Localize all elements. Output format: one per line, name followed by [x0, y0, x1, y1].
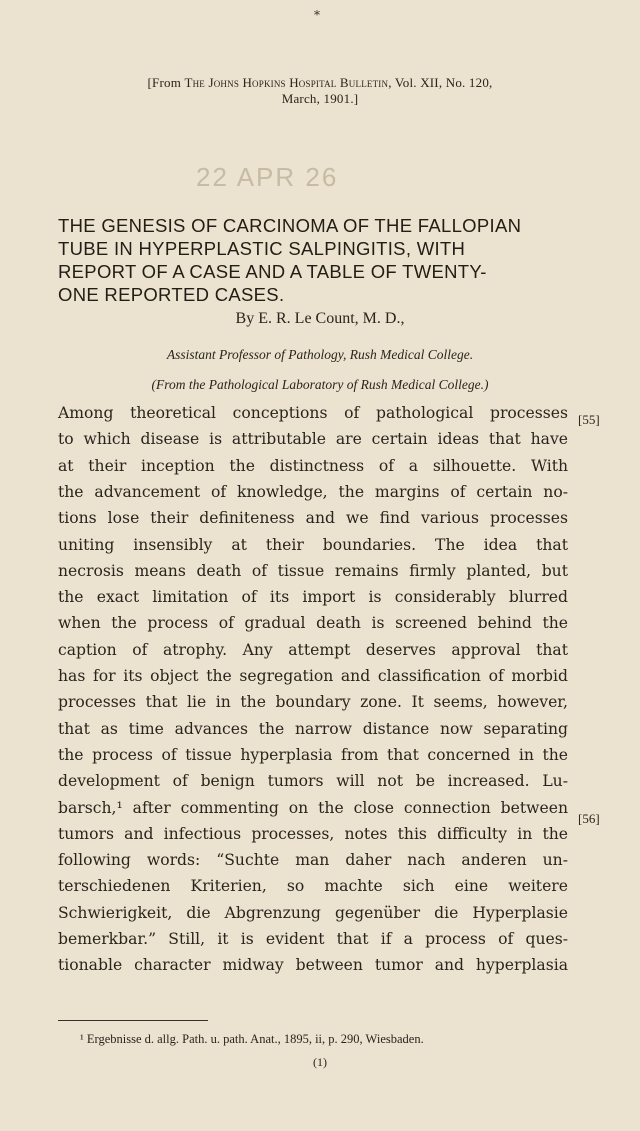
body-line: tumors and infectious processes, notes this difficulty in the: [58, 824, 568, 843]
title-line: TUBE IN HYPERPLASTIC SALPINGITIS, WITH: [58, 238, 466, 259]
body-line: the exact limitation of its import is considerably blurred: [58, 588, 568, 607]
body-line: tionable character midway between tumor and hyperplasia: [58, 956, 568, 975]
corner-mark: *: [314, 8, 320, 22]
body-line: the advancement of knowledge, the margins of certain no-: [58, 482, 568, 501]
body-line: Among theoretical conceptions of pathological processes: [58, 404, 568, 422]
page-number: (1): [313, 1055, 327, 1069]
laboratory-note: (From the Pathological Laboratory of Rush Medical College.): [151, 377, 489, 392]
source-citation: [60, 75, 580, 107]
title-line: THE GENESIS OF CARCINOMA OF THE FALLOPIAN: [58, 215, 522, 236]
body-line: Schwierigkeit, die Abgrenzung gegenüber die Hyperplasie: [58, 903, 568, 922]
body-line: barsch,¹ after commenting on the close connection between: [58, 798, 568, 817]
source-prefix: [From: [147, 75, 185, 90]
author-line: By E. R. Le Count, M. D.,: [235, 310, 405, 327]
body-line: caption of atrophy. Any attempt deserves approval that: [58, 640, 568, 659]
margin-page-note: [56]: [578, 811, 600, 826]
body-line: bemerkbar.” Still, it is evident that if a process of ques-: [58, 930, 568, 948]
body-line: that as time advances the narrow distance now separating: [58, 719, 568, 738]
library-stamp: 22 APR 26: [196, 162, 339, 192]
body-line: following words: “Suchte man daher nach anderen un-: [58, 851, 568, 870]
footnote-rule: [58, 1020, 208, 1021]
body-line: necrosis means death of tissue remains firmly planted, but: [58, 561, 568, 580]
author-affiliation: Assistant Professor of Pathology, Rush Medical College.: [166, 347, 474, 362]
body-line: development of benign tumors will not be increased. Lu-: [58, 772, 568, 791]
source-date: March, 1901.]: [281, 91, 359, 106]
body-line: has for its object the segregation and classification of morbid: [58, 667, 568, 685]
body-line: tions lose their definiteness and we find various processes: [58, 509, 568, 528]
margin-page-note: [55]: [578, 412, 600, 427]
body-line: when the process of gradual death is screened behind the: [58, 614, 568, 633]
source-details: , Vol. XII, No. 120,: [388, 75, 493, 90]
body-line: processes that lie in the boundary zone. It seems, however,: [58, 693, 568, 712]
body-line: uniting insensibly at their boundaries. The idea that: [58, 535, 568, 554]
footnote: ¹ Ergebnisse d. allg. Path. u. path. Anat., 1895, ii, p. 290, Wiesbaden.: [80, 1032, 424, 1046]
paper-title: [58, 214, 598, 306]
source-journal: The Johns Hopkins Hospital Bulletin: [184, 75, 389, 90]
body-line: terschiedenen Kriterien, so machte sich eine weitere: [58, 877, 568, 896]
title-line: ONE REPORTED CASES.: [58, 284, 285, 305]
body-line: the process of tissue hyperplasia from that concerned in the: [58, 745, 568, 764]
body-line: to which disease is attributable are certain ideas that have: [58, 430, 568, 449]
body-line: at their inception the distinctness of a silhouette. With: [58, 456, 568, 475]
title-line: REPORT OF A CASE AND A TABLE OF TWENTY-: [58, 261, 487, 282]
